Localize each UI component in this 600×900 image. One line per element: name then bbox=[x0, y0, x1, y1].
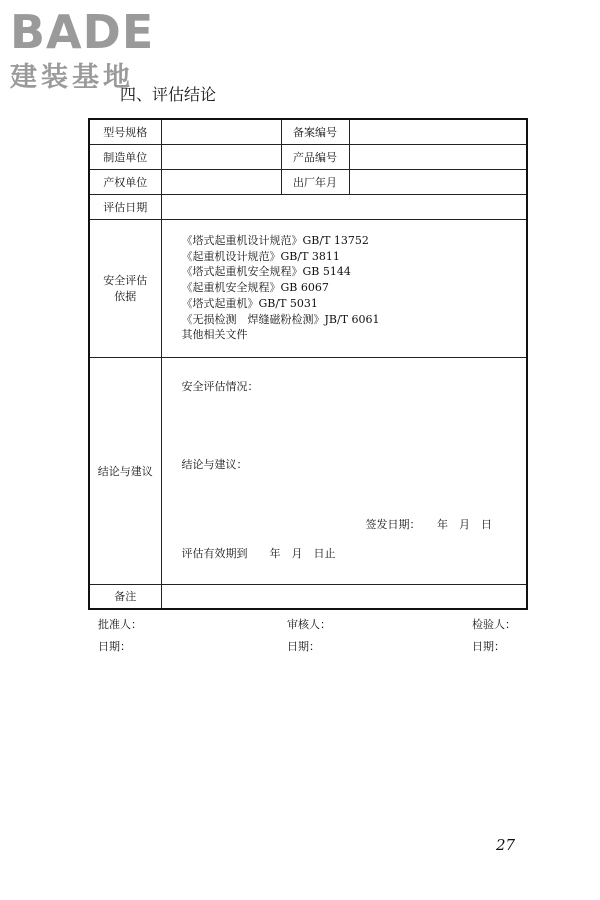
logo-cjk-text: 建装基地 bbox=[10, 62, 134, 93]
page-number: 27 bbox=[496, 836, 516, 854]
evaluation-date-field[interactable] bbox=[161, 194, 527, 219]
assessment-conclusion-table bbox=[88, 118, 528, 610]
basis-item: 《塔式起重机》GB/T 5031 bbox=[181, 296, 318, 310]
table-row bbox=[89, 584, 527, 609]
conclusion-field[interactable] bbox=[161, 357, 527, 584]
table-row bbox=[89, 169, 527, 194]
manufacturer-label: 制造单位 bbox=[89, 144, 161, 169]
basis-item: 其他相关文件 bbox=[181, 328, 248, 342]
table-row bbox=[89, 357, 527, 584]
model-spec-label: 型号规格 bbox=[89, 119, 161, 144]
basis-item: 《塔式起重机安全规程》GB 5144 bbox=[181, 265, 351, 279]
safety-situation-text: 安全评估情况： bbox=[181, 379, 259, 393]
bade-logo bbox=[8, 4, 178, 94]
safety-basis-label-line2: 依据 bbox=[114, 290, 137, 303]
validity-text: 评估有效期到 年 月 日止 bbox=[181, 546, 336, 560]
logo-latin-text: BADE bbox=[10, 5, 155, 59]
reviewer-date-label: 日期： bbox=[287, 640, 320, 653]
conclusion-advice-text: 结论与建议： bbox=[181, 457, 248, 471]
basis-item: 《起重机设计规范》GB/T 3811 bbox=[181, 249, 340, 263]
manufacture-date-label: 出厂年月 bbox=[281, 169, 349, 194]
product-number-field[interactable] bbox=[349, 144, 527, 169]
table-row bbox=[89, 119, 527, 144]
remark-field[interactable] bbox=[161, 584, 527, 609]
approver-date-label: 日期： bbox=[98, 640, 131, 653]
table-row bbox=[89, 219, 527, 357]
conclusion-label: 结论与建议 bbox=[89, 357, 161, 584]
safety-basis-list bbox=[161, 219, 527, 357]
table-row bbox=[89, 194, 527, 219]
remark-label: 备注 bbox=[89, 584, 161, 609]
product-number-label: 产品编号 bbox=[281, 144, 349, 169]
record-number-field[interactable] bbox=[349, 119, 527, 144]
evaluation-date-label: 评估日期 bbox=[89, 194, 161, 219]
table-row bbox=[89, 144, 527, 169]
section-title: 四、评估结论 bbox=[120, 85, 217, 104]
reviewer-label: 审核人： bbox=[287, 618, 331, 631]
record-number-label: 备案编号 bbox=[281, 119, 349, 144]
basis-item: 《起重机安全规程》GB 6067 bbox=[181, 281, 329, 295]
manufacturer-field[interactable] bbox=[161, 144, 281, 169]
inspector-date-label: 日期： bbox=[472, 640, 505, 653]
safety-basis-label bbox=[89, 219, 161, 357]
property-owner-label: 产权单位 bbox=[89, 169, 161, 194]
issue-date-text: 签发日期： 年 月 日 bbox=[365, 517, 492, 531]
inspector-label: 检验人： bbox=[472, 618, 516, 631]
basis-item: 《塔式起重机设计规范》GB/T 13752 bbox=[181, 233, 369, 247]
property-owner-field[interactable] bbox=[161, 169, 281, 194]
approver-label: 批准人： bbox=[98, 618, 142, 631]
safety-basis-label-line1: 安全评估 bbox=[103, 274, 148, 287]
manufacture-date-field[interactable] bbox=[349, 169, 527, 194]
basis-item: 《无损检测 焊缝磁粉检测》JB/T 6061 bbox=[181, 312, 380, 326]
model-spec-field[interactable] bbox=[161, 119, 281, 144]
